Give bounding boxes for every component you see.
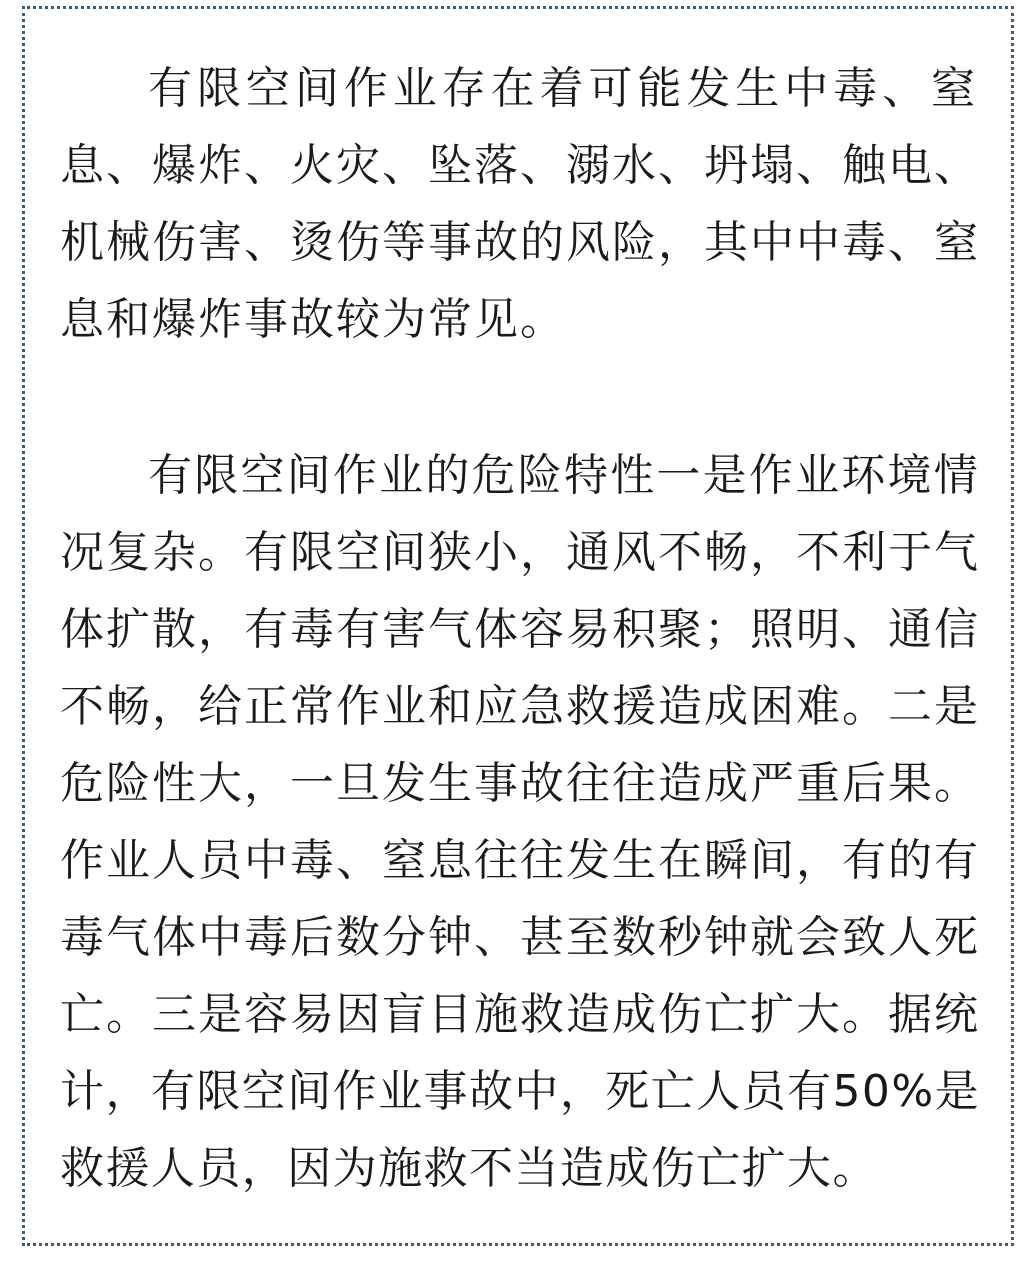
paragraph-line: 救援人员，因为施救不当造成伤亡扩大。 — [60, 1143, 878, 1194]
paragraph-line: 作业人员中毒、窒息往往发生在瞬间，有的有 — [60, 835, 980, 886]
paragraph-line: 不畅，给正常作业和应急救援造成困难。二是 — [60, 681, 980, 732]
paragraph-line: 体扩散，有毒有害气体容易积聚；照明、通信 — [60, 604, 980, 655]
paragraph-line: 毒气体中毒后数分钟、甚至数秒钟就会致人死 — [60, 912, 980, 963]
paragraph-line: 机械伤害、烫伤等事故的风险，其中中毒、窒 — [60, 217, 980, 268]
paragraph-line: 有限空间作业的危险特性一是作业环境情 — [148, 450, 980, 501]
paragraph-line: 有限空间作业存在着可能发生中毒、窒 — [148, 63, 980, 114]
paragraph-1 — [60, 50, 980, 358]
paragraph-line: 息、爆炸、火灾、坠落、溺水、坍塌、触电、 — [60, 140, 980, 191]
paragraph-line: 危险性大，一旦发生事故往往造成严重后果。 — [60, 758, 980, 809]
paragraph-line: 计，有限空间作业事故中，死亡人员有50%是 — [60, 1066, 981, 1117]
paragraph-2 — [60, 437, 980, 1207]
paragraph-line: 息和爆炸事故较为常见。 — [60, 294, 566, 345]
paragraph-line: 亡。三是容易因盲目施救造成伤亡扩大。据统 — [60, 989, 980, 1040]
paragraph-line: 况复杂。有限空间狭小，通风不畅，不利于气 — [60, 527, 980, 578]
